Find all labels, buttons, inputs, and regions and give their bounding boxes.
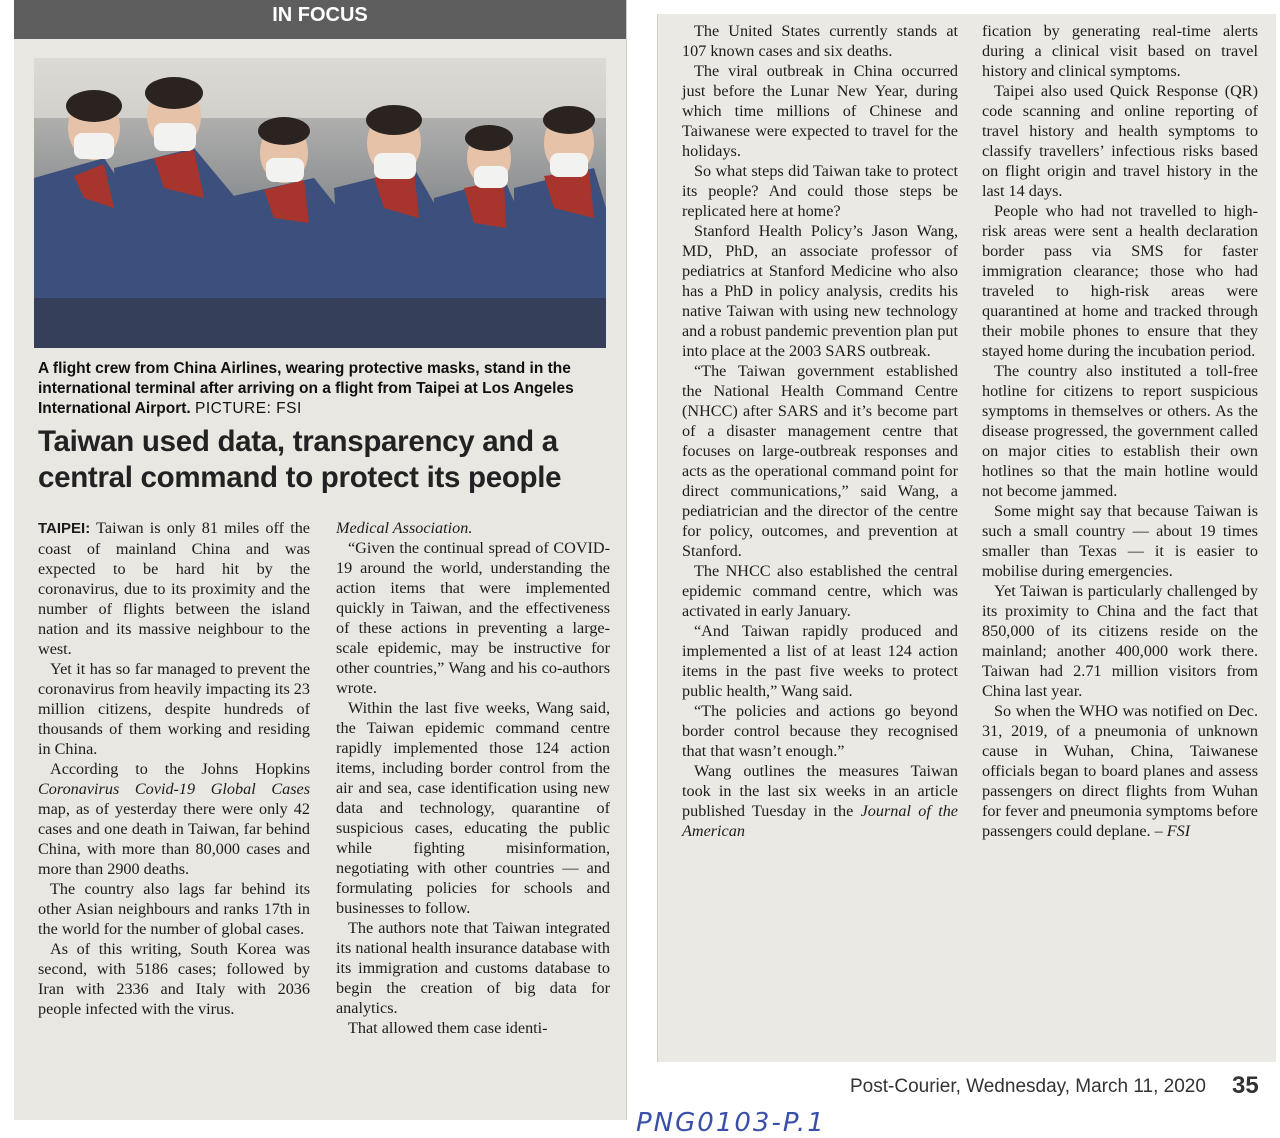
paragraph: Medical Association. — [336, 519, 473, 537]
paragraph: TAIPEI: Taiwan is only 81 miles off the coast of mainland China and was expected to be hard hit by the coronavirus, due to its proximity and the number of flights between the island nation and its massive neighbour to the west. — [38, 519, 310, 658]
paragraph: So when the WHO was notified on Dec. 31, 2019, of a pneumonia of unknown cause in Wuhan, China, Taiwanese officials began to board planes and assess passengers on direct flights from Wuhan for fever and pneumonia symptoms before passengers could deplane. – FSI — [982, 702, 1258, 840]
headline: Taiwan used data, transparency and a central command to protect its people — [38, 425, 562, 494]
paragraph: “The policies and actions go beyond border control because they recognised that that wasn’t enough.” — [682, 702, 958, 760]
paragraph: So what steps did Taiwan take to protect its people? And could those steps be replicated here at home? — [682, 162, 958, 220]
paragraph: Stanford Health Policy’s Jason Wang, MD, PhD, an associate professor of pediatrics at Stanford Medicine who also has a PhD in policy analysis, credits his native Taiwan with using new technology and a robust pandemic prevention plan put into place at the 2003 SARS outbreak. — [682, 222, 959, 360]
photo-caption — [38, 359, 608, 419]
article-column-1 — [38, 518, 310, 1019]
paragraph: According to the Johns Hopkins Coronavirus Covid-19 Global Cases map, as of yesterday there were only 42 cases and one death in Taiwan, far behind China, with more than 80,000 cases and more than 2900 deaths. — [38, 760, 310, 878]
paragraph: The country also lags far behind its other Asian neighbours and ranks 17th in the world for the number of global cases. — [38, 880, 310, 938]
caption-credit: PICTURE: FSI — [195, 400, 302, 417]
paragraph: The United States currently stands at 107 known cases and six deaths. — [682, 22, 958, 60]
paragraph: Yet it has so far managed to prevent the coronavirus from heavily impacting its 23 million citizens, despite hundreds of thousands of them working and residing in China. — [38, 660, 310, 758]
paragraph: “Given the continual spread of COVID-19 around the world, understanding the action items that were implemented quickly in Taiwan, and the effectiveness of these actions in preventing a large-scale epidemic, may be instructive for other countries,” Wang and his co-authors wrote. — [336, 539, 610, 697]
paragraph: “And Taiwan rapidly produced and implemented a list of at least 124 action items in the past five weeks to protect public health,” Wang said. — [682, 622, 958, 700]
paragraph: Taipei also used Quick Response (QR) code scanning and online reporting of travel history and health symptoms to classify travellers’ infectious risks based on flight origin and travel history in the last 14 days. — [982, 82, 1258, 200]
paragraph: The authors note that Taiwan integrated its national health insurance database with its immigration and customs database to begin the creation of big data for analytics. — [336, 919, 610, 1017]
caption-text: A flight crew from China Airlines, wearing protective masks, stand in the international terminal after arriving on a flight from Taipei at Los Angeles International Airport. — [38, 360, 574, 417]
article-column-2 — [336, 518, 610, 1038]
paragraph: “The Taiwan government established the National Health Command Centre (NHCC) after SARS and it’s become part of a disaster management centre that focuses on large-outbreak responses and acts as the operational command point for direct communications,” said Wang, a pediatrician and the director of the centre for policy, outcomes, and prevention at Stanford. — [682, 362, 958, 560]
paragraph: The NHCC also established the central epidemic command centre, which was activated in early January. — [682, 562, 958, 620]
paragraph: Wang outlines the measures Taiwan took in the last six weeks in an article published Tuesday in the Journal of the American — [682, 762, 958, 840]
article-column-4 — [982, 21, 1258, 841]
paragraph: The country also instituted a toll-free hotline for citizens to report suspicious symptoms in themselves or others. As the disease progressed, the government called on major cities to establish their own hotlines so that the main hotline would not become jammed. — [982, 362, 1258, 500]
paragraph: That allowed them case identi- — [348, 1019, 548, 1037]
paragraph: As of this writing, South Korea was second, with 5186 cases; followed by Iran with 2336 and Italy with 2036 people infected with the virus. — [38, 940, 310, 1018]
dateline: TAIPEI: — [38, 520, 91, 537]
publication-footer: Post-Courier, Wednesday, March 11, 2020 — [850, 1076, 1206, 1097]
paragraph: The viral outbreak in China occurred just before the Lunar New Year, during which time millions of Chinese and Taiwanese were expected to travel for the holidays. — [682, 62, 958, 160]
paragraph: Some might say that because Taiwan is such a small country — about 19 times smaller than Texas — it is easier to mobilise during emergencies. — [982, 502, 1258, 580]
paragraph: Yet Taiwan is particularly challenged by its proximity to China and the fact that 850,000 of its citizens reside on the mainland; another 400,000 work there. Taiwan had 2.71 million visitors from China last year. — [982, 582, 1258, 700]
paragraph: fication by generating real-time alerts during a clinical visit based on travel history and clinical symptoms. — [982, 22, 1258, 80]
handwritten-note: PNG0103-P.1 — [636, 1108, 826, 1138]
section-label: IN FOCUS — [14, 0, 626, 39]
paragraph: People who had not travelled to high-risk areas were sent a health declaration border pass via SMS for faster immigration clearance; those who had traveled to high-risk areas were quarantined at home and tracked through their mobile phones to ensure that they stayed home during the incubation period. — [982, 202, 1258, 360]
page-number: 35 — [1232, 1072, 1259, 1099]
photo-illustration — [34, 58, 606, 348]
article-column-3 — [682, 21, 958, 841]
flight-crew-photo — [34, 58, 606, 348]
paragraph: Within the last five weeks, Wang said, the Taiwan epidemic command centre rapidly implemented those 124 action items, including border control from the air and sea, case identification using new data and technology, quarantine of suspicious cases, educating the public while fighting misinformation, negotiating with other countries — and formulating policies for schools and businesses to follow. — [336, 699, 610, 917]
